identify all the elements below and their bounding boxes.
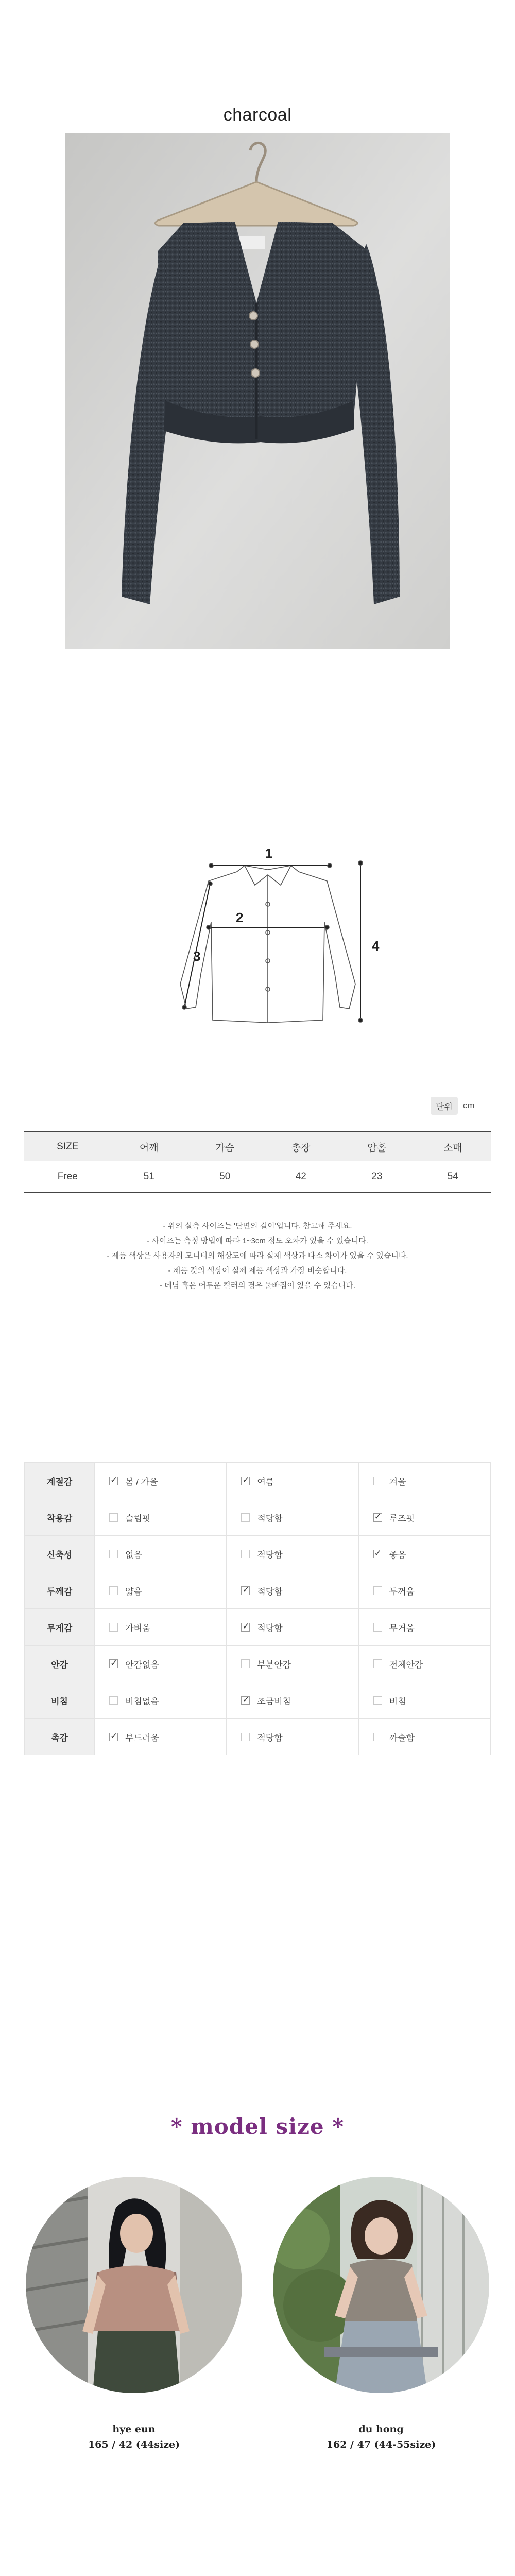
- table-row: [25, 1646, 491, 1682]
- attribute-option: [227, 1646, 358, 1682]
- attribute-option-label: 좋음: [389, 1550, 406, 1560]
- size-table-header-cell: 암홀: [339, 1132, 415, 1161]
- size-table-cell: 23: [339, 1161, 415, 1193]
- checked-checkbox-icon: [109, 1733, 118, 1741]
- attribute-option: [95, 1646, 227, 1682]
- note-line: - 위의 실측 사이즈는 '단면의 길이'입니다. 참고해 주세요.: [163, 1222, 352, 1230]
- note-line: - 제품 컷의 색상이 실제 제품 색상과 가장 비슷합니다.: [168, 1266, 347, 1275]
- attribute-option: [95, 1682, 227, 1719]
- attribute-option-label: 적당함: [257, 1513, 283, 1523]
- attribute-option-label: 부분안감: [257, 1659, 291, 1670]
- attribute-option: [358, 1609, 490, 1646]
- checked-checkbox-icon: [241, 1586, 250, 1595]
- empty-checkbox-icon: [241, 1659, 250, 1668]
- table-row: [25, 1682, 491, 1719]
- attribute-option: [358, 1499, 490, 1536]
- attribute-option-label: 적당함: [257, 1550, 283, 1560]
- model-name-2: du hong: [358, 2424, 404, 2435]
- attribute-option: [95, 1536, 227, 1572]
- attribute-option-label: 적당함: [257, 1733, 283, 1743]
- checked-checkbox-icon: [109, 1659, 118, 1668]
- model-size-2: 162 / 47 (44-55size): [326, 2439, 436, 2450]
- attribute-option: [227, 1572, 358, 1609]
- attribute-label: 비침: [25, 1682, 95, 1719]
- diagram-label-4: 4: [372, 938, 380, 954]
- empty-checkbox-icon: [373, 1623, 382, 1632]
- empty-checkbox-icon: [373, 1696, 382, 1705]
- size-table-cell: 54: [415, 1161, 491, 1193]
- attribute-option: [358, 1646, 490, 1682]
- table-row: [25, 1499, 491, 1536]
- table-row: [25, 1463, 491, 1499]
- model-photo-image: [26, 2177, 242, 2393]
- model-size-title: * model size *: [170, 2114, 345, 2139]
- empty-checkbox-icon: [241, 1550, 250, 1558]
- attribute-option: [95, 1719, 227, 1755]
- attribute-option-label: 전체안감: [389, 1659, 423, 1670]
- product-color-label: charcoal: [223, 105, 292, 125]
- attribute-label: 두께감: [25, 1572, 95, 1609]
- size-table-header-cell: 가슴: [187, 1132, 263, 1161]
- attribute-option: [358, 1572, 490, 1609]
- attribute-option-label: 비침: [389, 1696, 406, 1706]
- attribute-label: 무게감: [25, 1609, 95, 1646]
- attribute-option-label: 비침없음: [125, 1696, 159, 1706]
- attribute-option-label: 여름: [257, 1477, 274, 1487]
- size-table-cell: Free: [24, 1161, 111, 1193]
- attribute-option-label: 부드러움: [125, 1733, 159, 1743]
- attribute-option: [358, 1536, 490, 1572]
- attribute-option-label: 봄 / 가을: [125, 1477, 158, 1487]
- empty-checkbox-icon: [109, 1623, 118, 1632]
- model-name-1: hye eun: [112, 2424, 156, 2435]
- empty-checkbox-icon: [241, 1513, 250, 1522]
- size-table-cell: 51: [111, 1161, 187, 1193]
- attribute-option-label: 슬림핏: [125, 1513, 151, 1523]
- size-table-cell: 42: [263, 1161, 338, 1193]
- attribute-label: 신축성: [25, 1536, 95, 1572]
- attribute-option: [227, 1682, 358, 1719]
- attribute-option: [227, 1463, 358, 1499]
- checked-checkbox-icon: [241, 1477, 250, 1485]
- empty-checkbox-icon: [373, 1477, 382, 1485]
- attribute-option-label: 안감없음: [125, 1659, 159, 1670]
- attribute-option-label: 조금비침: [257, 1696, 291, 1706]
- table-row: [25, 1536, 491, 1572]
- diagram-label-1: 1: [265, 845, 273, 861]
- attribute-label: 안감: [25, 1646, 95, 1682]
- attribute-option: [227, 1719, 358, 1755]
- attribute-option: [227, 1536, 358, 1572]
- checked-checkbox-icon: [373, 1550, 382, 1558]
- note-line: - 제품 색상은 사용자의 모니터의 해상도에 따라 실제 색상과 다소 차이가 있을 수 있습니다.: [107, 1251, 408, 1260]
- size-notes: [0, 1218, 515, 1293]
- size-table-header-cell: 소매: [415, 1132, 491, 1161]
- empty-checkbox-icon: [109, 1513, 118, 1522]
- empty-checkbox-icon: [241, 1733, 250, 1741]
- attribute-option-label: 적당함: [257, 1586, 283, 1597]
- attribute-option: [358, 1682, 490, 1719]
- attribute-option-label: 적당함: [257, 1623, 283, 1633]
- attribute-option-label: 가벼움: [125, 1623, 151, 1633]
- attribute-option: [227, 1609, 358, 1646]
- empty-checkbox-icon: [373, 1659, 382, 1668]
- table-row: [25, 1719, 491, 1755]
- note-line: - 데님 혹은 어두운 컬러의 경우 물빠짐이 있을 수 있습니다.: [160, 1281, 355, 1290]
- size-table-cell: 50: [187, 1161, 263, 1193]
- diagram-label-3: 3: [193, 948, 201, 964]
- attribute-option-label: 겨울: [389, 1477, 406, 1487]
- attribute-option-label: 루즈핏: [389, 1513, 415, 1523]
- model-photo-image: [273, 2177, 489, 2393]
- note-line: - 사이즈는 측정 방법에 따라 1~3cm 정도 오차가 있을 수 있습니다.: [147, 1236, 368, 1245]
- empty-checkbox-icon: [373, 1733, 382, 1741]
- attribute-option: [95, 1463, 227, 1499]
- size-diagram: [149, 845, 386, 1051]
- empty-checkbox-icon: [109, 1550, 118, 1558]
- size-table-header: [24, 1132, 491, 1161]
- unit-indicator: [431, 1098, 475, 1113]
- empty-checkbox-icon: [373, 1586, 382, 1595]
- table-row: [24, 1161, 491, 1193]
- unit-badge: 단위: [431, 1097, 458, 1115]
- checked-checkbox-icon: [373, 1513, 382, 1522]
- unit-value: cm: [462, 1100, 475, 1110]
- attribute-option: [358, 1463, 490, 1499]
- checked-checkbox-icon: [109, 1477, 118, 1485]
- attribute-label: 계절감: [25, 1463, 95, 1499]
- size-table-header-cell: 어깨: [111, 1132, 187, 1161]
- model-size-1: 165 / 42 (44size): [88, 2439, 180, 2450]
- empty-checkbox-icon: [109, 1586, 118, 1595]
- size-table: [24, 1131, 491, 1193]
- attribute-option-label: 까슬함: [389, 1733, 415, 1743]
- attribute-label: 착용감: [25, 1499, 95, 1536]
- attribute-option: [95, 1609, 227, 1646]
- attribute-option-label: 무거움: [389, 1623, 415, 1633]
- model-photo-2: [265, 2177, 497, 2403]
- diagram-label-2: 2: [236, 910, 244, 925]
- attribute-option: [95, 1572, 227, 1609]
- attribute-option: [95, 1499, 227, 1536]
- checked-checkbox-icon: [241, 1696, 250, 1705]
- size-table-header-cell: SIZE: [24, 1132, 111, 1161]
- table-row: [25, 1572, 491, 1609]
- attribute-option-label: 얇음: [125, 1586, 142, 1597]
- attribute-option-label: 없음: [125, 1550, 142, 1560]
- attribute-label: 촉감: [25, 1719, 95, 1755]
- model-photo-1: [18, 2177, 250, 2403]
- attribute-option-label: 두꺼움: [389, 1586, 415, 1597]
- attribute-table: [24, 1462, 491, 1755]
- attribute-option: [227, 1499, 358, 1536]
- table-row: [25, 1609, 491, 1646]
- size-table-header-cell: 총장: [263, 1132, 338, 1161]
- attribute-option: [358, 1719, 490, 1755]
- checked-checkbox-icon: [241, 1623, 250, 1632]
- empty-checkbox-icon: [109, 1696, 118, 1705]
- product-photo: [65, 133, 450, 649]
